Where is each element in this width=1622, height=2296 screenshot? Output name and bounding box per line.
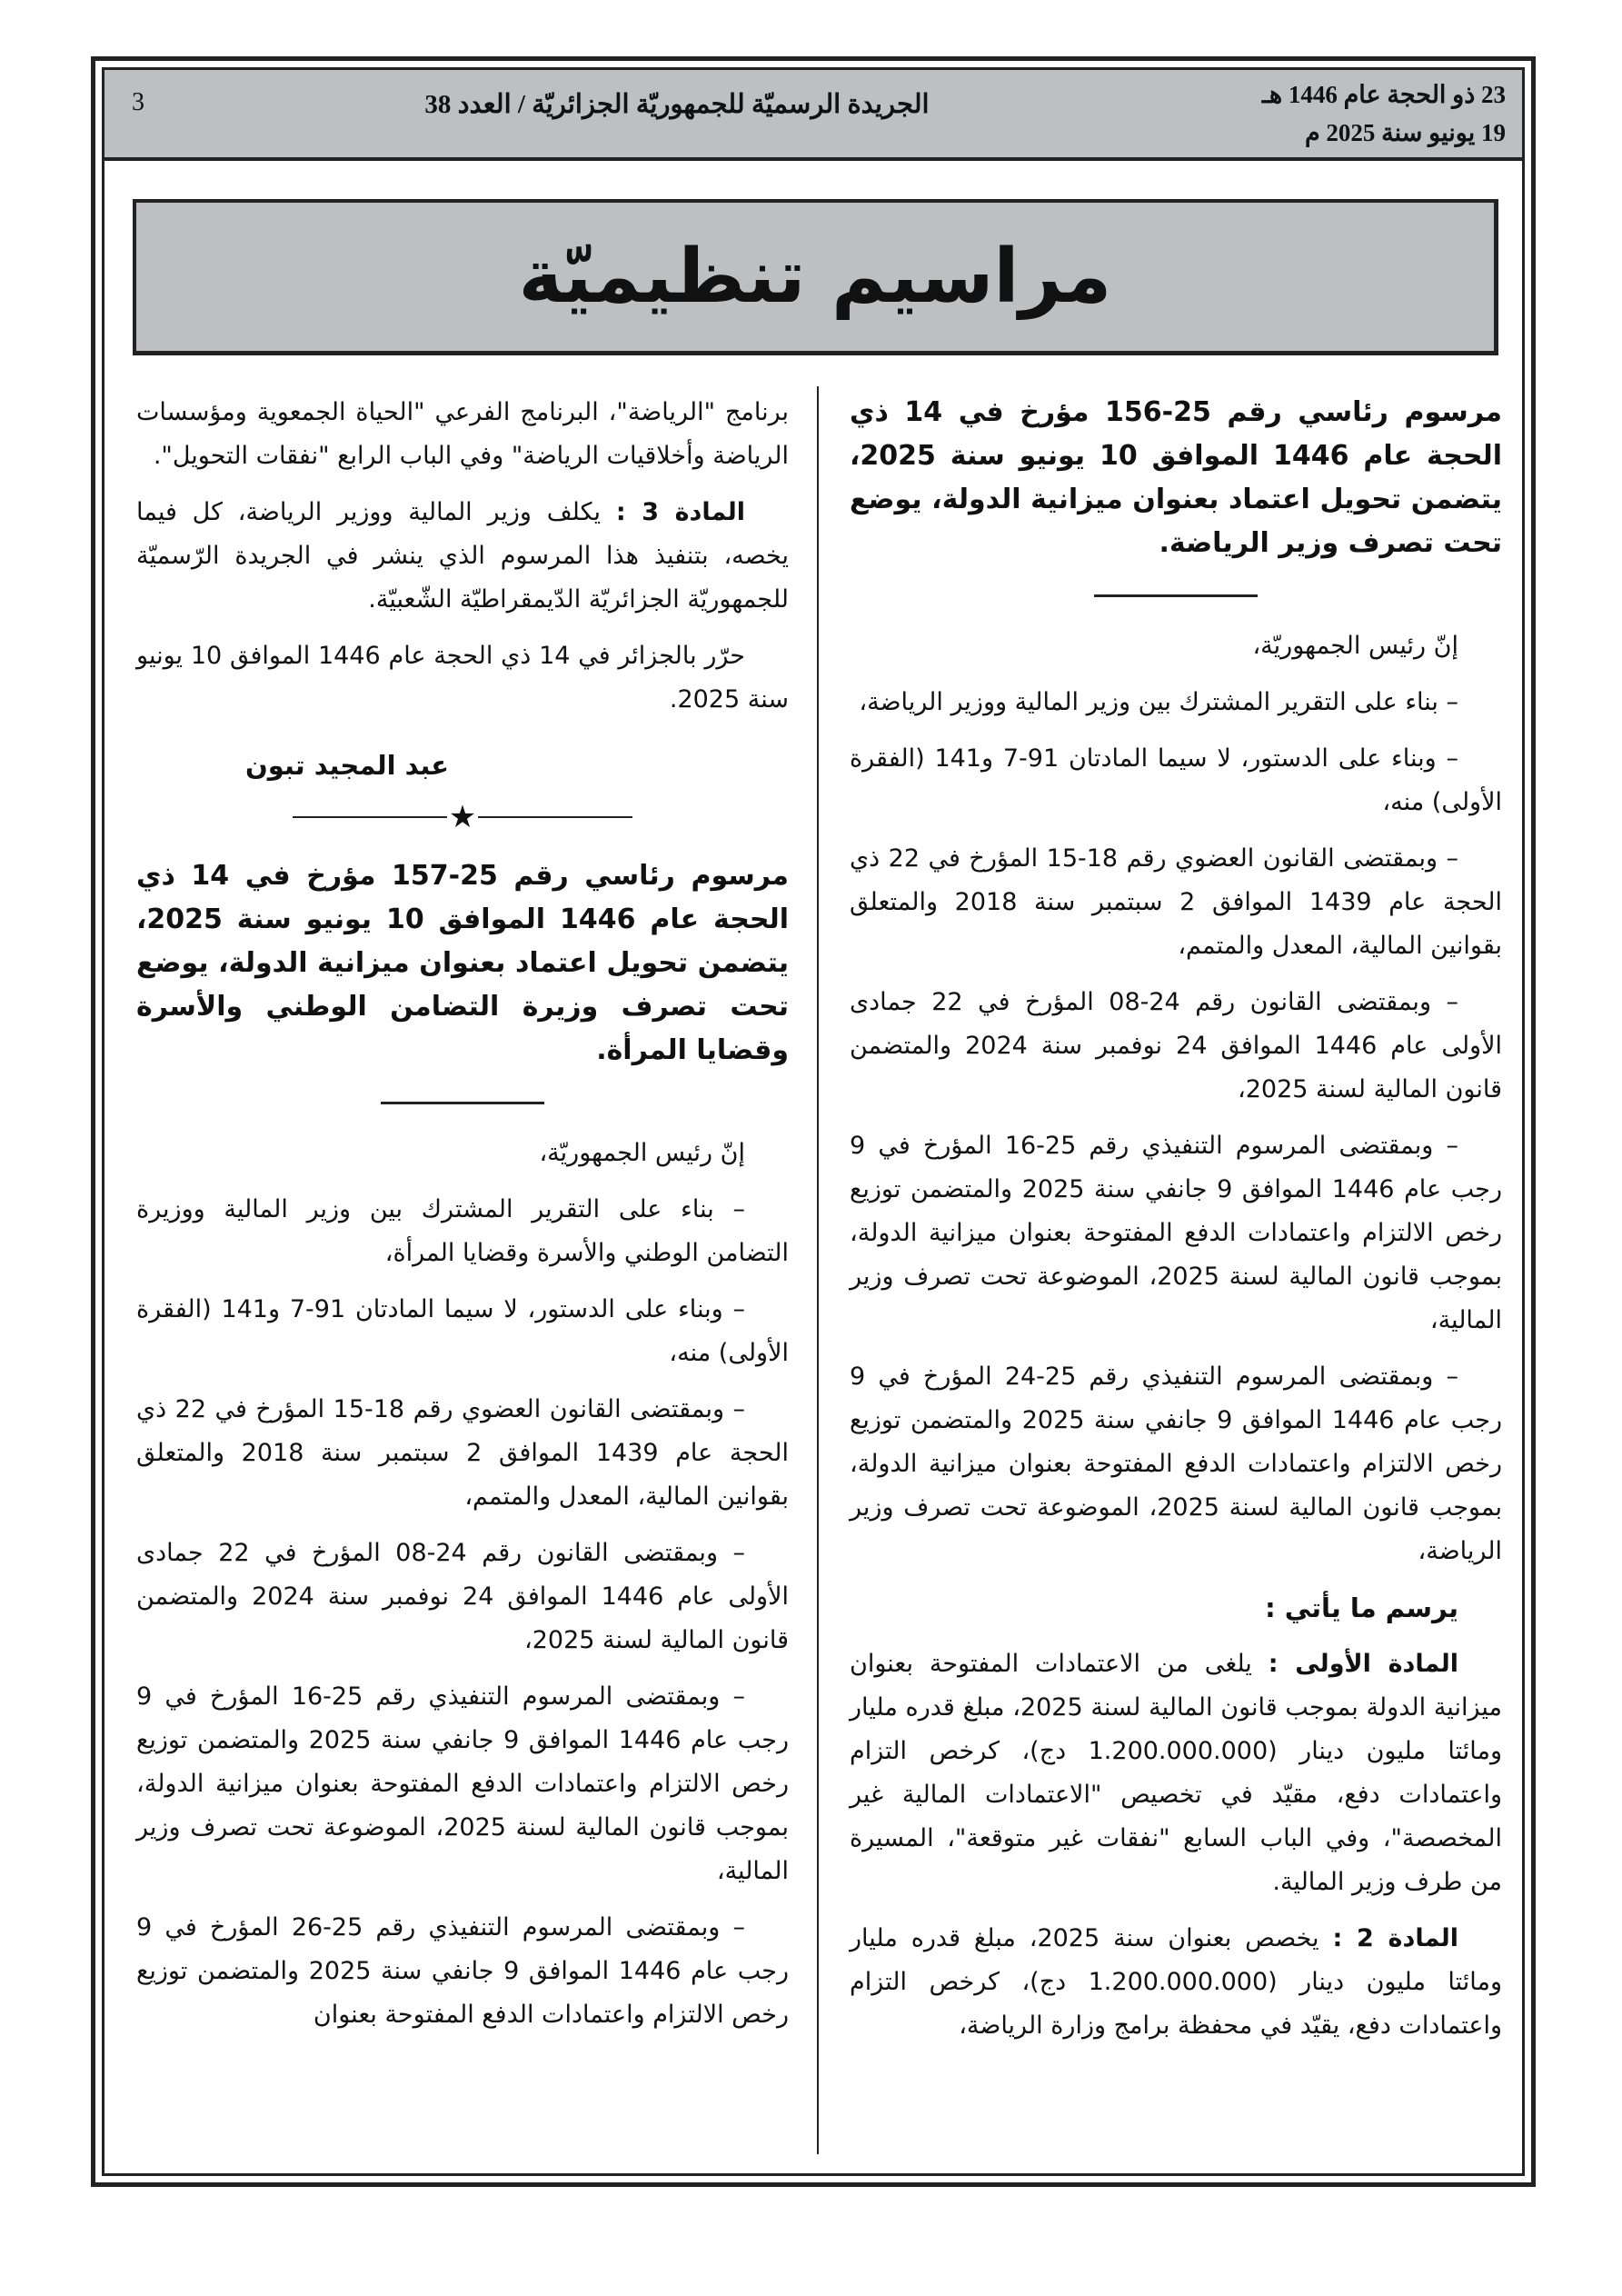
- signature: عبد المجيد تبون: [245, 750, 450, 781]
- decree1-intro: إنّ رئيس الجمهوريّة،: [1252, 632, 1458, 660]
- article-2-text: يخصص بعنوان سنة 2025، مبلغ قدره مليار ومائتا مليون دينار (1.200.000.000 دج)، كرخص التزام واعتمادات دفع، يقيّد في محفظة برامج وزارة الرياضة،: [850, 1924, 1502, 2040]
- article-1-text: يلغى من الاعتمادات المفتوحة بعنوان ميزانية الدولة بموجب قانون المالية لسنة 2025، مبلغ قدره مليار ومائتا مليون دينار (1.200.000.000 دج)، كرخص التزام واعتمادات دفع، مقيّد في تخصيص "الاعتمادات المالية غير المخصصة"، وفي الباب السابع "نفقات غير متوقعة"، المسيرة من طرف وزير المالية.: [850, 1650, 1502, 1896]
- decree2-recital: – وبمقتضى المرسوم التنفيذي رقم 25-16 المؤرخ في 9 رجب عام 1446 الموافق 9 جانفي سنة 2025 والمتضمن توزيع رخص الالتزام واعتمادات الدفع المفتوحة بعنوان ميزانية الدولة، بموجب قانون المالية لسنة 2025، الموضوعة تحت تصرف وزير المالية،: [136, 1682, 789, 1885]
- section-title: مراسيم تنظيميّة: [518, 234, 1112, 320]
- decree1-title: مرسوم رئاسي رقم 25-156 مؤرخ في 14 ذي الحجة عام 1446 الموافق 10 يونيو سنة 2025، يتضمن تحويل اعتماد بعنوان ميزانية الدولة، يوضع تحت تصرف وزير الرياضة.: [850, 396, 1503, 559]
- decree2-recital: – بناء على التقرير المشترك بين وزير المالية ووزيرة التضامن الوطني والأسرة وقضايا المرأة،: [136, 1195, 789, 1267]
- title-rule-wrap: [850, 594, 1502, 597]
- left-column: [136, 391, 789, 2050]
- title-rule: [381, 1102, 544, 1104]
- date-hijri: 23 ذو الحجة عام 1446 هـ: [1261, 81, 1506, 108]
- decree1-recital: – وبمقتضى المرسوم التنفيذي رقم 25-16 المؤرخ في 9 رجب عام 1446 الموافق 9 جانفي سنة 2025 والمتضمن توزيع رخص الالتزام واعتمادات الدفع المفتوحة بعنوان ميزانية الدولة، بموجب قانون المالية لسنة 2025، الموضوعة تحت تصرف وزير المالية،: [850, 1132, 1502, 1334]
- decrees-label: يرسم ما يأتي :: [1265, 1592, 1458, 1623]
- article-1: [850, 1642, 1502, 1904]
- separator-rule: [136, 799, 789, 835]
- title-rule: [1094, 594, 1258, 597]
- header-dates: [1262, 75, 1506, 152]
- decree1-recital: – بناء على التقرير المشترك بين وزير المالية ووزير الرياضة،: [859, 688, 1458, 716]
- decree2-recital: – وبمقتضى القانون العضوي رقم 18-15 المؤرخ في 22 ذي الحجة عام 1439 الموافق 2 سبتمبر سنة 2018 والمتعلق بقوانين المالية، المعدل والمتمم،: [136, 1395, 789, 1511]
- article-3-label: المادة 3 :: [615, 498, 746, 526]
- decree2-intro: إنّ رئيس الجمهوريّة،: [539, 1139, 745, 1167]
- right-column: [850, 391, 1502, 2061]
- date-gregorian: 19 يونيو سنة 2025 م: [1304, 119, 1506, 146]
- decree1-recital: – وبمقتضى المرسوم التنفيذي رقم 25-24 المؤرخ في 9 رجب عام 1446 الموافق 9 جانفي سنة 2025 والمتضمن توزيع رخص الالتزام واعتمادات الدفع المفتوحة بعنوان ميزانية الدولة، بموجب قانون المالية لسنة 2025، الموضوعة تحت تصرف وزير الرياضة،: [850, 1363, 1502, 1565]
- section-title-box: [133, 199, 1498, 355]
- separator-line: [478, 816, 632, 818]
- article-2-continued: برنامج "الرياضة"، البرنامج الفرعي "الحياة الجمعوية ومؤسسات الرياضة وأخلاقيات الرياضة" وفي الباب الرابع "نفقات التحويل".: [136, 398, 789, 470]
- decree1-recital: – وبناء على الدستور، لا سيما المادتان 91-7 و141 (الفقرة الأولى) منه،: [850, 744, 1502, 816]
- decree2-recital: – وبمقتضى القانون رقم 24-08 المؤرخ في 22 جمادى الأولى عام 1446 الموافق 24 نوفمبر سنة 2024 والمتضمن قانون المالية لسنة 2025،: [136, 1539, 789, 1654]
- decree2-recital: – وبناء على الدستور، لا سيما المادتان 91-7 و141 (الفقرة الأولى) منه،: [136, 1295, 789, 1367]
- decree2-recital: – وبمقتضى المرسوم التنفيذي رقم 25-26 المؤرخ في 9 رجب عام 1446 الموافق 9 جانفي سنة 2025 والمتضمن توزيع رخص الالتزام واعتمادات الدفع المفتوحة بعنوان: [136, 1913, 789, 2029]
- gazette-title: الجريدة الرسميّة للجمهوريّة الجزائريّة / العدد 38: [424, 90, 930, 119]
- page-header: [104, 70, 1522, 161]
- article-1-label: المادة الأولى :: [1268, 1650, 1458, 1678]
- article-2-label: المادة 2 :: [1332, 1924, 1458, 1952]
- article-3-text: يكلف وزير المالية ووزير الرياضة، كل فيما يخصه، بتنفيذ هذا المرسوم الذي ينشر في الجريدة الرّسميّة للجمهوريّة الجزائريّة الدّيمقراطيّة الشّعبيّة.: [136, 498, 789, 614]
- star-icon: ★: [448, 799, 477, 835]
- article-2: [850, 1917, 1502, 2048]
- page-number: 3: [132, 88, 144, 116]
- title-rule-wrap: [136, 1102, 789, 1104]
- done-at: حرّر بالجزائر في 14 ذي الحجة عام 1446 الموافق 10 يونيو سنة 2025.: [136, 642, 789, 714]
- separator-line: [293, 816, 447, 818]
- column-divider: [817, 386, 819, 2154]
- article-3: [136, 491, 789, 622]
- decree1-recital: – وبمقتضى القانون رقم 24-08 المؤرخ في 22 جمادى الأولى عام 1446 الموافق 24 نوفمبر سنة 2024 والمتضمن قانون المالية لسنة 2025،: [850, 988, 1502, 1103]
- decree2-title: مرسوم رئاسي رقم 25-157 مؤرخ في 14 ذي الحجة عام 1446 الموافق 10 يونيو سنة 2025، يتضمن تحويل اعتماد بعنوان ميزانية الدولة، يوضع تحت تصرف وزيرة التضامن الوطني والأسرة وقضايا المرأة.: [136, 860, 790, 1066]
- decree1-recital: – وبمقتضى القانون العضوي رقم 18-15 المؤرخ في 22 ذي الحجة عام 1439 الموافق 2 سبتمبر سنة 2018 والمتعلق بقوانين المالية، المعدل والمتمم،: [850, 844, 1502, 960]
